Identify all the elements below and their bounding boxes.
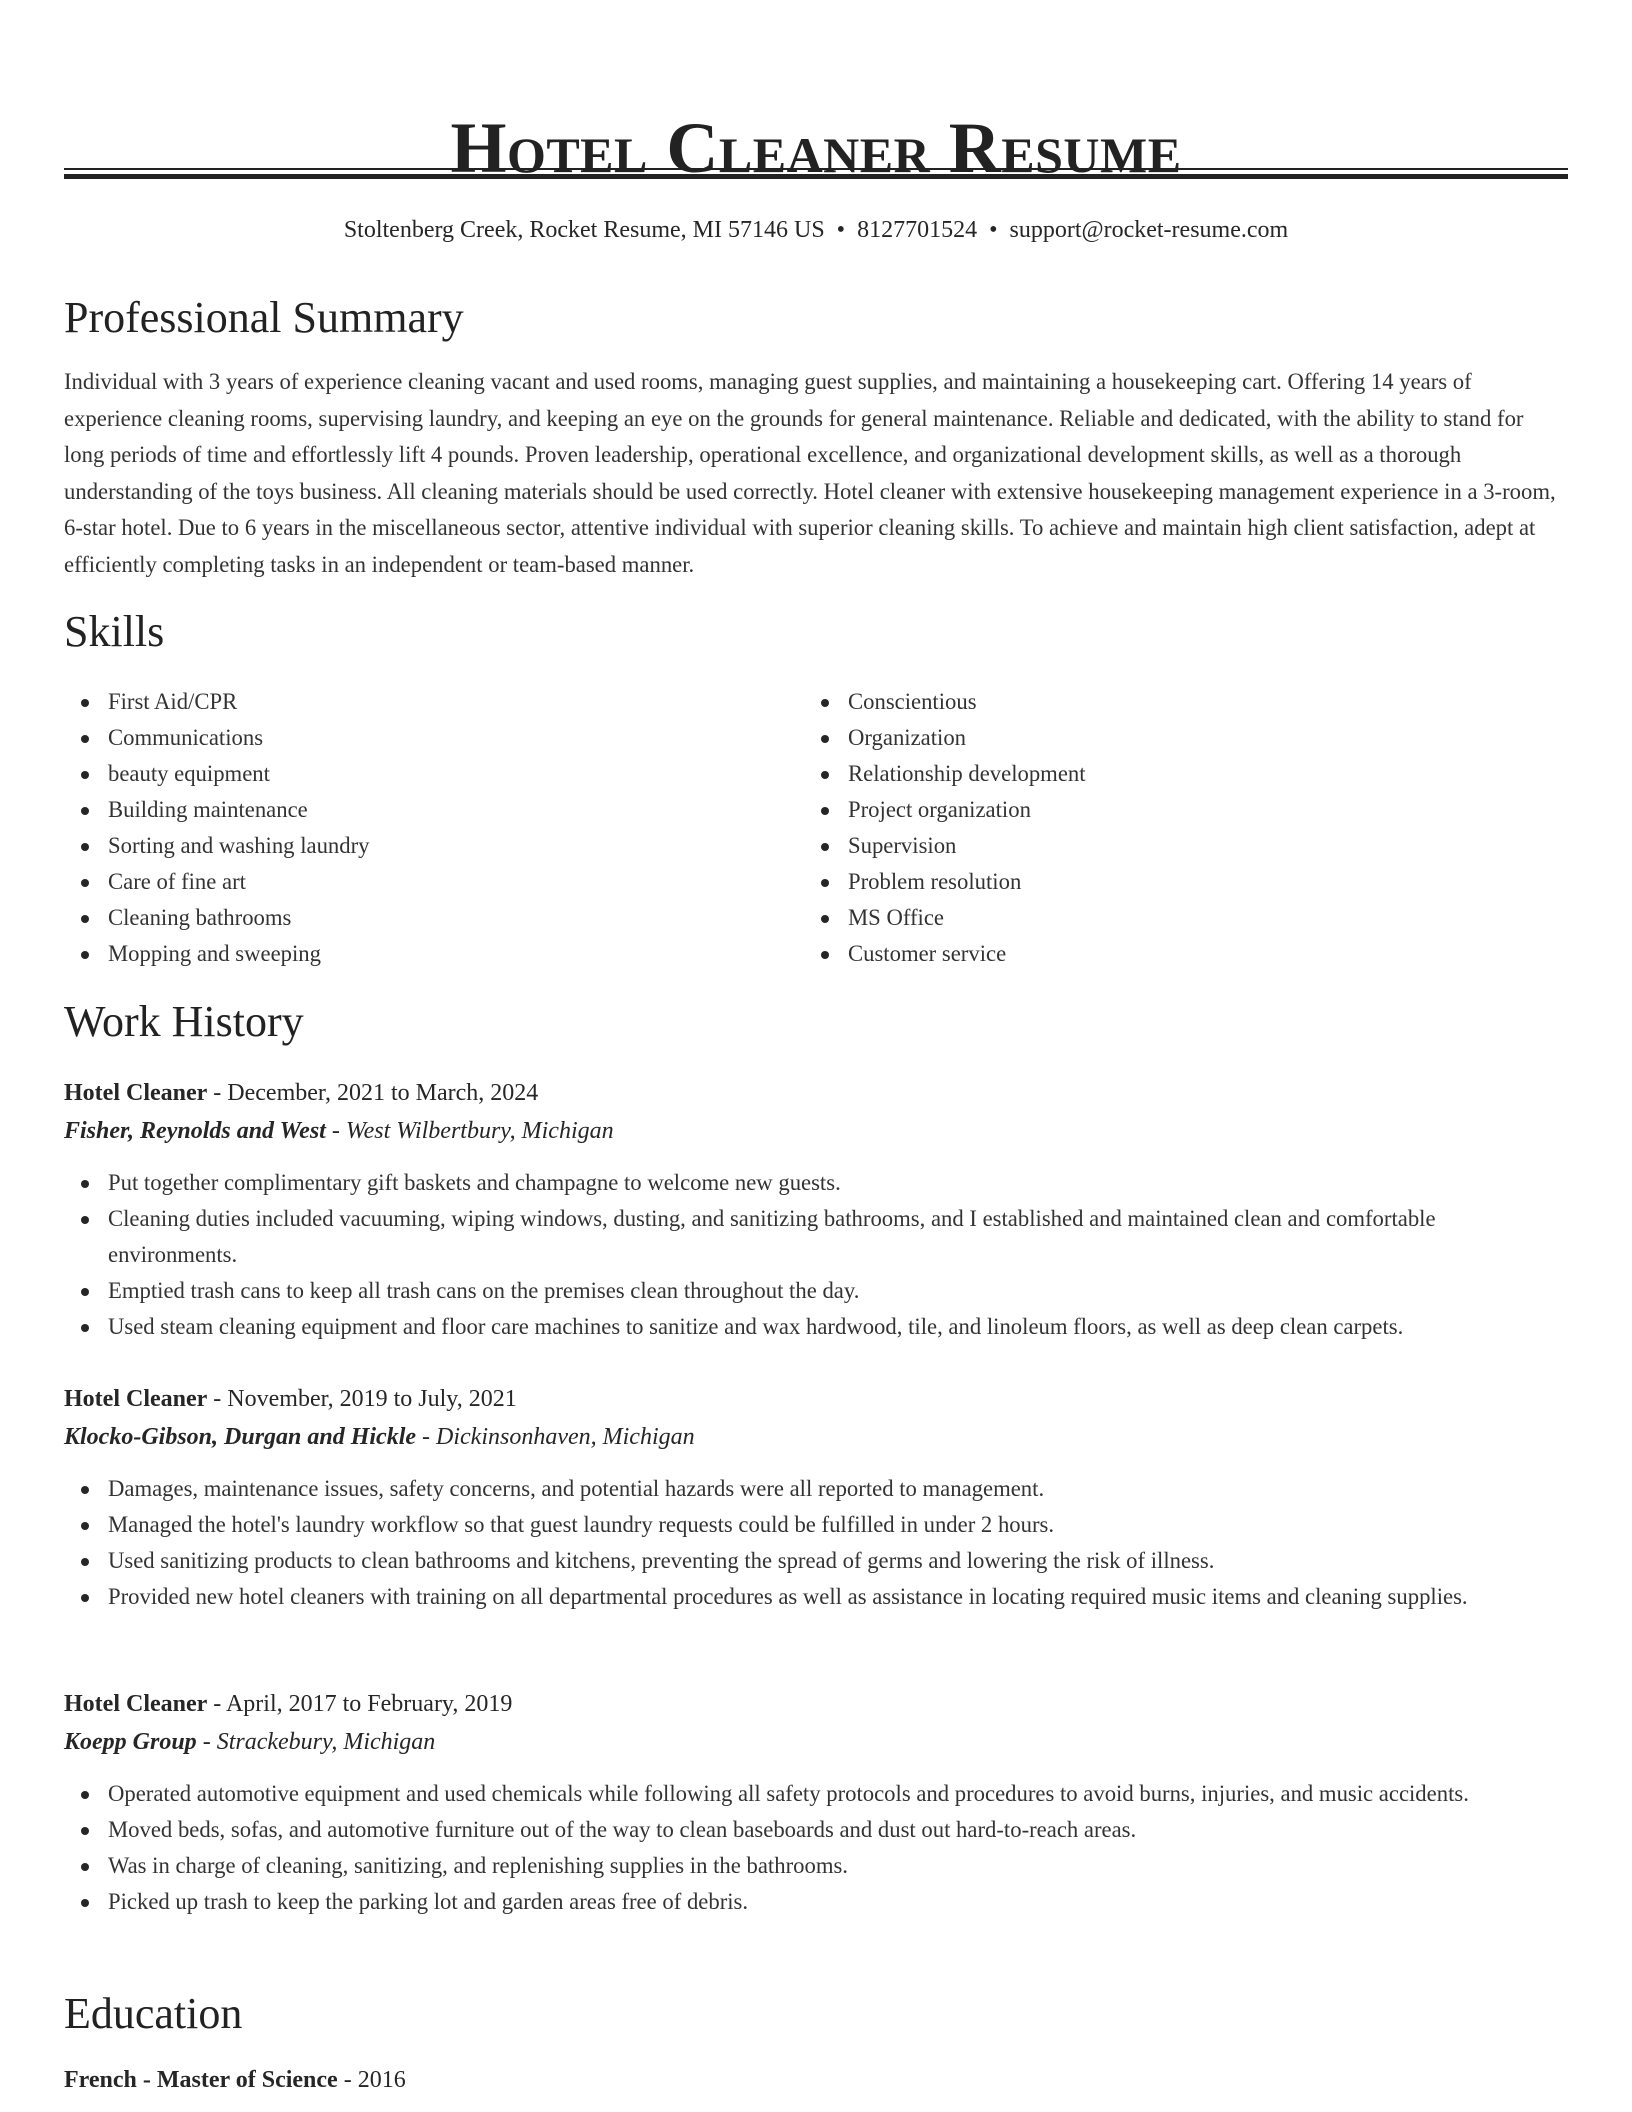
job-duty: Picked up trash to keep the parking lot and garden areas free of debris.: [64, 1884, 1568, 1920]
job-duty: Provided new hotel cleaners with training on all departmental procedures as well as assistance in locating required music items and cleaning supplies.: [64, 1579, 1568, 1615]
job-location: West Wilbertbury, Michigan: [345, 1118, 614, 1144]
job-employer-line: Koepp Group - Strackebury, Michigan: [64, 1729, 436, 1755]
summary-heading: Professional Summary: [64, 293, 464, 342]
job-location: Strackebury, Michigan: [216, 1729, 436, 1755]
job-entry: [64, 1381, 1568, 1615]
skill-item: Supervision: [804, 828, 1504, 864]
contact-phone: 8127701524: [857, 217, 978, 243]
job-duties: [64, 1776, 1568, 1920]
contact-line: [64, 214, 1568, 246]
contact-email: support@rocket-resume.com: [1009, 217, 1289, 243]
education-degree: French - Master of Science: [64, 2067, 338, 2093]
skill-item: Cleaning bathrooms: [64, 900, 764, 936]
job-location: Dickinsonhaven, Michigan: [436, 1424, 695, 1450]
job-duty: Cleaning duties included vacuuming, wiping windows, dusting, and sanitizing bathrooms, and I established and maintained clean and comfortable environments.: [64, 1201, 1568, 1273]
job-employer: Fisher, Reynolds and West: [64, 1118, 326, 1144]
job-dates: December, 2021 to March, 2024: [227, 1080, 539, 1106]
job-duty: Managed the hotel's laundry workflow so that guest laundry requests could be fulfilled in under 2 hours.: [64, 1507, 1568, 1543]
skill-item: Project organization: [804, 792, 1504, 828]
education-entry: French - Master of Science - 2016: [64, 2067, 406, 2093]
job-duty: Damages, maintenance issues, safety concerns, and potential hazards were all reported to management.: [64, 1471, 1568, 1507]
job-title: Hotel Cleaner: [64, 1080, 208, 1106]
job-dates: November, 2019 to July, 2021: [227, 1386, 517, 1412]
title-rule-thick: [64, 174, 1568, 179]
education-heading: Education: [64, 1989, 243, 2038]
job-employer: Klocko-Gibson, Durgan and Hickle: [64, 1424, 417, 1450]
skill-item: Mopping and sweeping: [64, 936, 764, 972]
resume-title: Hotel Cleaner Resume: [450, 108, 1182, 189]
title-rule-thin: [64, 168, 1568, 170]
job-duty: Used sanitizing products to clean bathrooms and kitchens, preventing the spread of germs and lowering the risk of illness.: [64, 1543, 1568, 1579]
job-duties: [64, 1471, 1568, 1615]
skills-list-right: [804, 684, 1504, 972]
job-employer-line: Fisher, Reynolds and West - West Wilbertbury, Michigan: [64, 1118, 614, 1144]
education-year: 2016: [357, 2067, 406, 2093]
work-history-heading: Work History: [64, 997, 304, 1046]
skill-item: Building maintenance: [64, 792, 764, 828]
job-duties: [64, 1165, 1568, 1345]
skills-list-left: [64, 684, 764, 972]
skill-item: Communications: [64, 720, 764, 756]
skills-heading: Skills: [64, 607, 165, 656]
contact-separator: •: [836, 217, 846, 243]
job-header: Hotel Cleaner - April, 2017 to February, 2019: [64, 1691, 513, 1717]
skill-item: Conscientious: [804, 684, 1504, 720]
skill-item: MS Office: [804, 900, 1504, 936]
job-duty: Used steam cleaning equipment and floor care machines to sanitize and wax hardwood, tile, and linoleum floors, as well as deep clean carpets.: [64, 1309, 1568, 1345]
job-employer-line: Klocko-Gibson, Durgan and Hickle - Dickinsonhaven, Michigan: [64, 1424, 695, 1450]
contact-separator: •: [989, 217, 998, 243]
job-dates: April, 2017 to February, 2019: [225, 1691, 513, 1717]
job-title: Hotel Cleaner: [64, 1386, 208, 1412]
job-duty: Emptied trash cans to keep all trash cans on the premises clean throughout the day.: [64, 1273, 1568, 1309]
job-header: Hotel Cleaner - November, 2019 to July, 2021: [64, 1386, 517, 1412]
job-entry: [64, 1686, 1568, 1920]
job-duty: Operated automotive equipment and used chemicals while following all safety protocols and procedures to avoid burns, injuries, and music accidents.: [64, 1776, 1568, 1812]
job-header: Hotel Cleaner - December, 2021 to March, 2024: [64, 1080, 539, 1106]
skill-item: Organization: [804, 720, 1504, 756]
skill-item: First Aid/CPR: [64, 684, 764, 720]
contact-address: Stoltenberg Creek, Rocket Resume, MI 57146 US: [343, 217, 825, 243]
skill-item: Problem resolution: [804, 864, 1504, 900]
skill-item: beauty equipment: [64, 756, 764, 792]
skill-item: Sorting and washing laundry: [64, 828, 764, 864]
job-duty: Was in charge of cleaning, sanitizing, and replenishing supplies in the bathrooms.: [64, 1848, 1568, 1884]
job-employer: Koepp Group: [64, 1729, 197, 1755]
skill-item: Care of fine art: [64, 864, 764, 900]
skill-item: Relationship development: [804, 756, 1504, 792]
job-entry: [64, 1075, 1568, 1345]
job-title: Hotel Cleaner: [64, 1691, 208, 1717]
job-duty: Put together complimentary gift baskets and champagne to welcome new guests.: [64, 1165, 1568, 1201]
job-duty: Moved beds, sofas, and automotive furniture out of the way to clean baseboards and dust out hard-to-reach areas.: [64, 1812, 1568, 1848]
summary-text: Individual with 3 years of experience cleaning vacant and used rooms, managing guest supplies, and maintaining a housekeeping cart. Offering 14 years of experience cleaning rooms, supervising laundry, and keeping an eye on the grounds for general maintenance. Reliable and dedicated, with the ability to stand for long periods of time and effortlessly lift 4 pounds. Proven leadership, operational excellence, and organizational development skills, as well as a thorough understanding of the toys business. All cleaning materials should be used correctly. Hotel cleaner with extensive housekeeping management experience in a 3-room, 6-star hotel. Due to 6 years in the miscellaneous sector, attentive individual with superior cleaning skills. To achieve and maintain high client satisfaction, adept at efficiently completing tasks in an independent or team-based manner.: [64, 369, 1556, 577]
skill-item: Customer service: [804, 936, 1504, 972]
